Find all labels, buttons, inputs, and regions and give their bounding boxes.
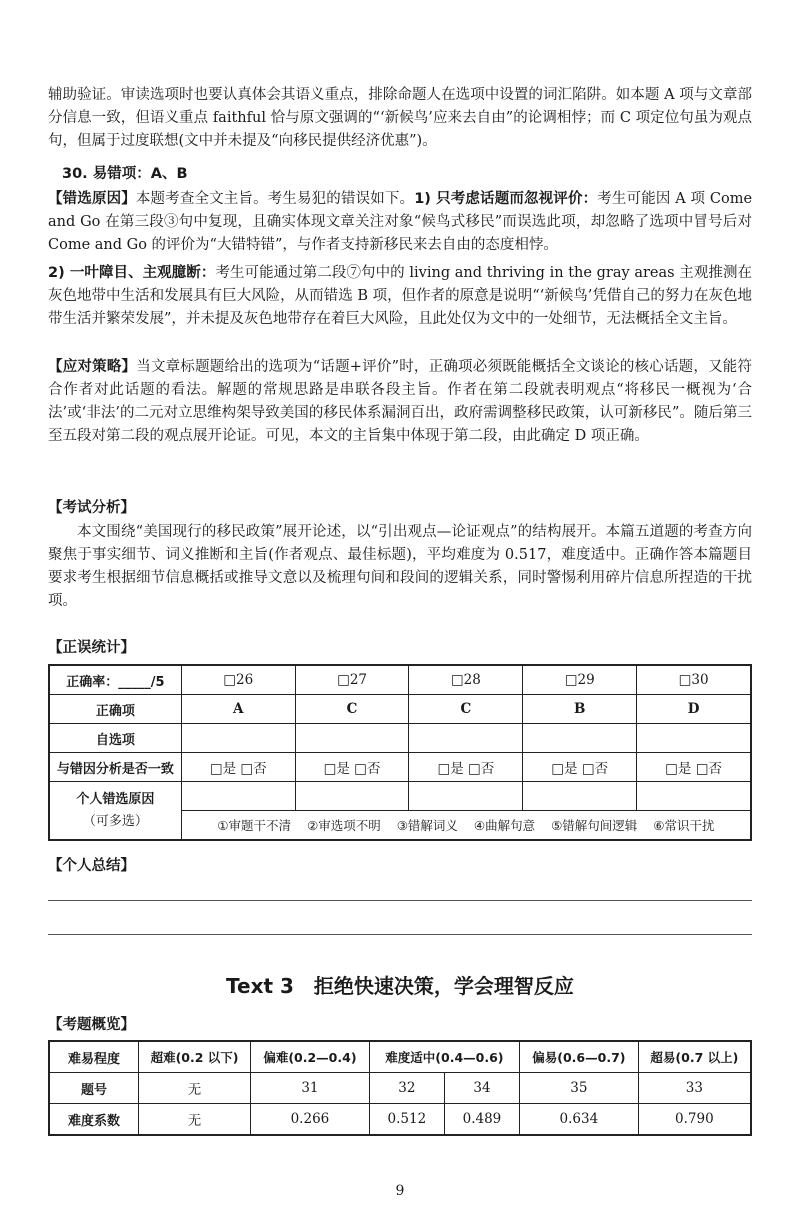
level-cell: 超易(0.7 以上)	[638, 1041, 751, 1073]
question-checkbox-26[interactable]: □26	[181, 665, 295, 695]
reason-blank-cell[interactable]	[409, 782, 523, 811]
cause-text: 本题考查全文主旨。考生易犯的错误如下。	[135, 191, 415, 207]
reason-blank-cell[interactable]	[523, 782, 637, 811]
q30-cause-paragraph	[48, 188, 752, 257]
point1-label: 1) 只考虑话题而忽视评价：	[414, 191, 598, 207]
reason-option[interactable]: ①审题干不清	[217, 818, 291, 833]
reason-option[interactable]: ⑤错解句间逻辑	[551, 818, 638, 833]
coefficient-cell: 0.489	[444, 1104, 519, 1136]
table-row	[49, 1073, 751, 1104]
reason-option[interactable]: ④曲解句意	[473, 818, 536, 833]
correct-label: 正确项	[49, 695, 181, 724]
point2-text: 考生可能通过第二段⑦句中的 living and thriving in the gray areas 主观推测在灰色地带中生活和发展具有巨大风险，从而错选 B 项，但作者的原意是说明“‘新候鸟’凭借自己的努力在灰色地带生活并繁荣发展”，并未提及灰色地带存在着巨大风险，且此处仅为文中的一处细节，无法概括全文主旨。	[48, 265, 753, 327]
level-cell: 偏难(0.2—0.4)	[251, 1041, 370, 1073]
consistent-option[interactable]: □是 □否	[409, 753, 523, 782]
question-checkbox-28[interactable]: □28	[409, 665, 523, 695]
reason-option[interactable]: ⑥常识干扰	[653, 818, 715, 833]
reason-label	[49, 782, 181, 841]
level-cell: 超难(0.2 以下)	[139, 1041, 251, 1073]
coefficient-cell: 0.634	[520, 1104, 639, 1136]
question-checkbox-30[interactable]: □30	[637, 665, 751, 695]
strategy-label: 【应对策略】	[48, 359, 137, 375]
reason-option[interactable]: ③错解词义	[396, 818, 458, 833]
consistent-option[interactable]: □是 □否	[637, 753, 751, 782]
table-row	[49, 782, 751, 811]
stats-heading: 【正误统计】	[48, 640, 135, 656]
stats-table	[48, 664, 752, 841]
correct-cell: C	[409, 695, 523, 724]
self-choice-cell[interactable]	[637, 724, 751, 753]
question-checkbox-27[interactable]: □27	[295, 665, 409, 695]
consistent-option[interactable]: □是 □否	[181, 753, 295, 782]
self-choice-cell[interactable]	[181, 724, 295, 753]
number-cell: 34	[444, 1073, 519, 1104]
coefficient-cell: 0.512	[369, 1104, 444, 1136]
row-label: 难易程度	[49, 1041, 139, 1073]
intro-paragraph: 辅助验证。审读选项时也要认真体会其语义重点，排除命题人在选项中设置的词汇陷阱。如本题 A 项与文章部分信息一致，但语义重点 faithful 恰与原文强调的“‘新候鸟’应来去自由”的论调相悖；而 C 项定位句虽为观点句，但属于过度联想(文中并未提及“向移民提供经济优惠”)。	[48, 87, 752, 149]
point1-text: 考生可能因 A 项 Come and Go 在第三段③句中复现，且确实体现文章关注对象“候鸟式移民”而误选此项，却忽略了选项中冒号后对 Come and Go 的评价为“大错特错”，与作者支持新移民来去自由的态度相悖。	[48, 191, 753, 253]
correct-cell: D	[637, 695, 751, 724]
level-cell: 难度适中(0.4—0.6)	[369, 1041, 519, 1073]
number-cell: 33	[638, 1073, 751, 1104]
consistent-option[interactable]: □是 □否	[523, 753, 637, 782]
self-choice-cell[interactable]	[523, 724, 637, 753]
overview-heading: 【考题概览】	[48, 1017, 135, 1033]
summary-line[interactable]	[48, 934, 752, 935]
coefficient-cell: 0.266	[251, 1104, 370, 1136]
coefficient-cell: 无	[139, 1104, 251, 1136]
correct-cell: A	[181, 695, 295, 724]
table-row	[49, 753, 751, 782]
q30-strategy-paragraph	[48, 356, 752, 448]
coefficient-cell: 0.790	[638, 1104, 751, 1136]
number-cell: 31	[251, 1073, 370, 1104]
level-cell: 偏易(0.6—0.7)	[520, 1041, 639, 1073]
table-row	[49, 695, 751, 724]
reason-blank-cell[interactable]	[295, 782, 409, 811]
text3-title: Text 3 拒绝快速决策，学会理智反应	[226, 974, 574, 998]
table-row	[49, 665, 751, 695]
q30-heading: 30. 易错项：A、B	[62, 166, 188, 182]
point2-label: 2) 一叶障目、主观臆断：	[48, 265, 216, 281]
correct-cell: C	[295, 695, 409, 724]
question-checkbox-29[interactable]: □29	[523, 665, 637, 695]
reason-label-line1: 个人错选原因	[76, 791, 155, 807]
number-cell: 35	[520, 1073, 639, 1104]
reason-label-line2: （可多选）	[82, 813, 148, 829]
reason-blank-cell[interactable]	[181, 782, 295, 811]
table-row	[49, 1041, 751, 1073]
page-number: 9	[395, 1183, 405, 1199]
summary-heading: 【个人总结】	[48, 858, 135, 874]
number-cell: 无	[139, 1073, 251, 1104]
q30-point2-paragraph	[48, 262, 752, 331]
table-row	[49, 1104, 751, 1136]
correct-cell: B	[523, 695, 637, 724]
table-row	[49, 724, 751, 753]
consistent-label: 与错因分析是否一致	[49, 753, 181, 782]
summary-line[interactable]	[48, 900, 752, 901]
self-choice-cell[interactable]	[295, 724, 409, 753]
row-label: 题号	[49, 1073, 139, 1104]
strategy-text: 当文章标题题给出的选项为“话题+评价”时，正确项必须既能概括全文谈论的核心话题，又能符合作者对此话题的看法。解题的常规思路是串联各段主旨。作者在第二段就表明观点“将移民一概视为‘合法’或‘非法’的二元对立思维构架导致美国的移民体系漏洞百出，政府需调整移民政策，认可新移民”。随后第三至五段对第二段的观点展开论证。可见，本文的主旨集中体现于第二段，由此确定 D 项正确。	[48, 359, 753, 444]
analysis-heading: 【考试分析】	[48, 500, 135, 516]
consistent-option[interactable]: □是 □否	[295, 753, 409, 782]
self-choice-cell[interactable]	[409, 724, 523, 753]
reason-option[interactable]: ②审选项不明	[306, 818, 381, 833]
number-cell: 32	[369, 1073, 444, 1104]
self-choice-label: 自选项	[49, 724, 181, 753]
analysis-paragraph: 本文围绕“美国现行的移民政策”展开论述，以“引出观点—论证观点”的结构展开。本篇五道题的考查方向聚焦于事实细节、词义推断和主旨(作者观点、最佳标题)，平均难度为 0.517，难度适中。正确作答本篇题目要求考生根据细节信息概括或推导文意以及梳理句间和段间的逻辑关系，同时警惕利用碎片信息所捏造的干扰项。	[48, 524, 752, 609]
accuracy-label[interactable]: 正确率：_____/5	[49, 665, 181, 695]
overview-table	[48, 1040, 752, 1136]
reason-options	[181, 811, 751, 841]
cause-label: 【错选原因】	[48, 191, 136, 207]
reason-blank-cell[interactable]	[637, 782, 751, 811]
row-label: 难度系数	[49, 1104, 139, 1136]
